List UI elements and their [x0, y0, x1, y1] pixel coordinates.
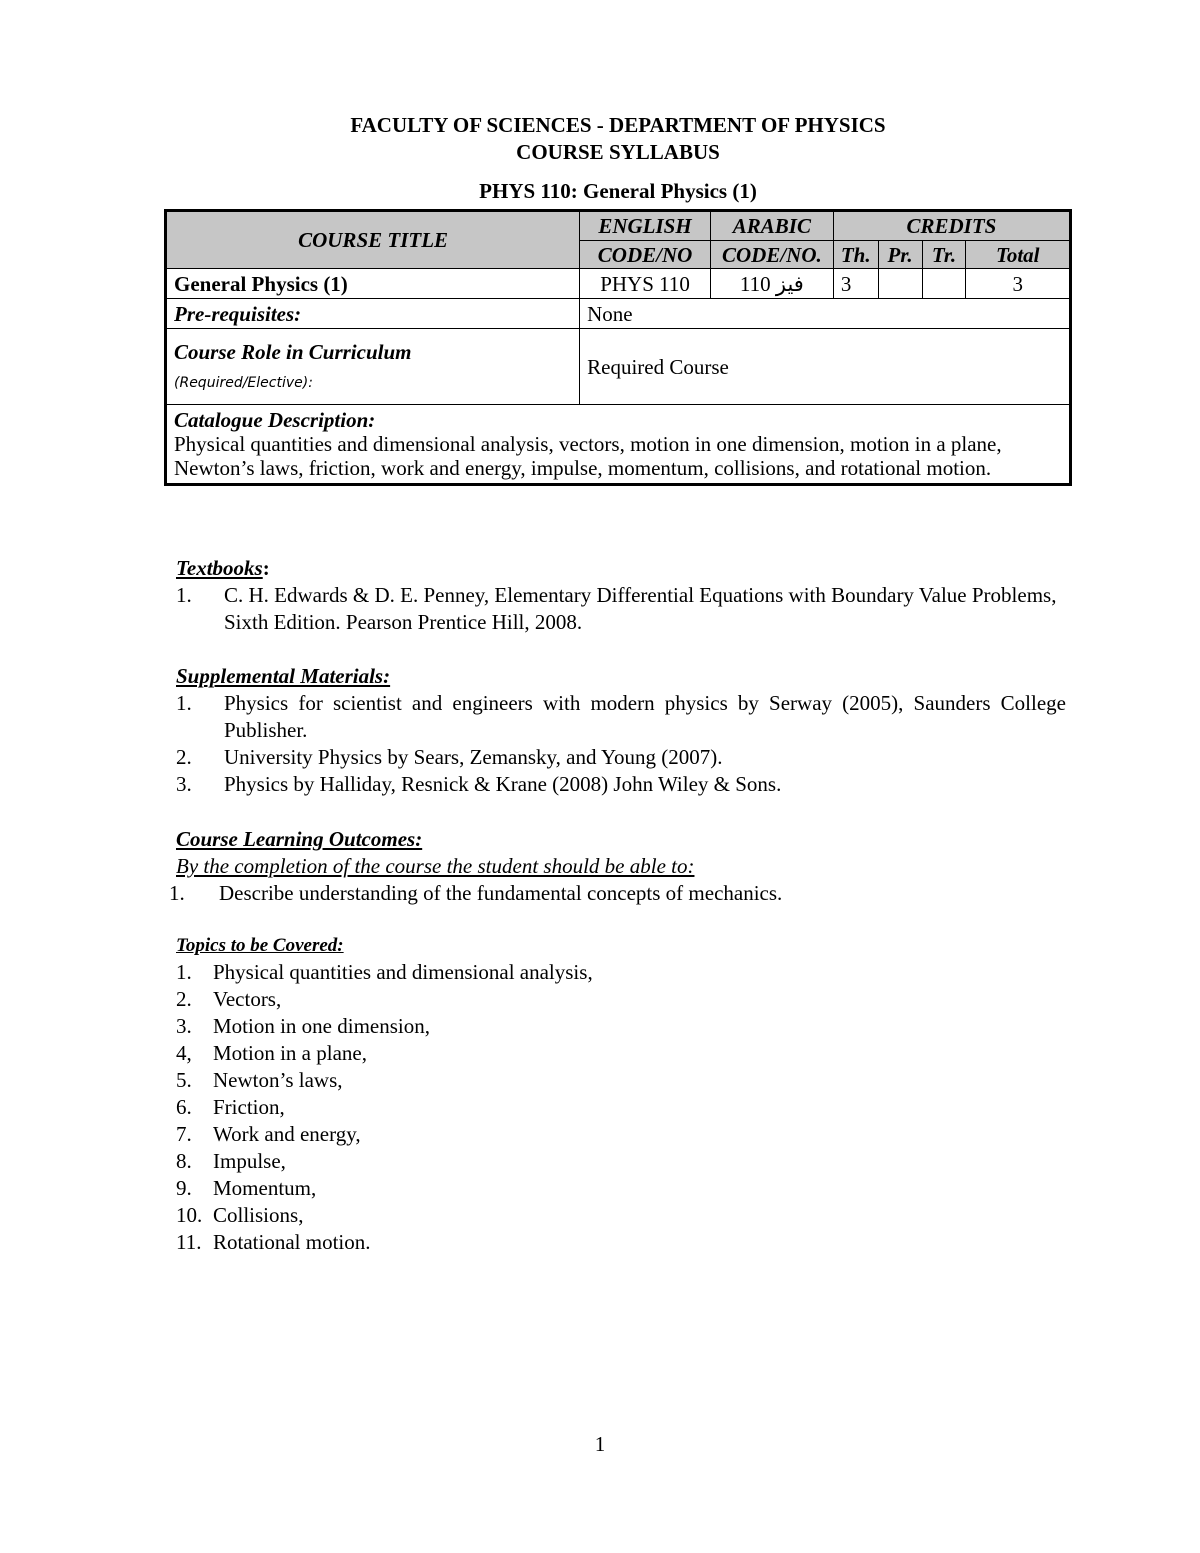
- list-item: [176, 986, 1066, 1013]
- list-text: University Physics by Sears, Zemansky, and Young (2007).: [224, 745, 723, 769]
- list-number: 6.: [176, 1095, 192, 1119]
- arabic-code-header-2: CODE/NO.: [710, 241, 833, 269]
- list-item: [176, 1121, 1066, 1148]
- list-item: [176, 1175, 1066, 1202]
- list-text: Newton’s laws,: [213, 1068, 343, 1092]
- course-heading: PHYS 110: General Physics (1): [479, 179, 757, 203]
- list-item: [176, 959, 1066, 986]
- list-item: [176, 1229, 1066, 1256]
- english-code-header-2: CODE/NO: [580, 241, 711, 269]
- page-number: 1: [594, 1432, 606, 1456]
- course-title-header: COURSE TITLE: [166, 211, 580, 269]
- list-text: Friction,: [213, 1095, 285, 1119]
- list-item: [176, 744, 1066, 771]
- credits-tr-header: Tr.: [922, 241, 966, 269]
- list-text: Physical quantities and dimensional analysis,: [213, 960, 593, 984]
- textbooks-section: [176, 555, 1066, 636]
- list-item: [176, 582, 1066, 636]
- list-text: Work and energy,: [213, 1122, 361, 1146]
- faculty-heading: FACULTY OF SCIENCES - DEPARTMENT OF PHYSICS: [350, 113, 886, 137]
- credits-pr-cell: [878, 269, 922, 299]
- list-item: [176, 1040, 1066, 1067]
- english-code-cell: PHYS 110: [580, 269, 711, 299]
- supplemental-section: [176, 663, 1066, 798]
- list-number: 10.: [176, 1203, 203, 1227]
- prereq-row: [166, 299, 1071, 329]
- list-number: 8.: [176, 1149, 192, 1173]
- topics-list: [176, 959, 1066, 1256]
- list-text: Vectors,: [213, 987, 282, 1011]
- role-label-cell: [166, 329, 580, 405]
- list-text: Physics by Halliday, Resnick & Krane (2008) John Wiley & Sons.: [224, 772, 782, 796]
- list-text: Impulse,: [213, 1149, 286, 1173]
- catalogue-row: [166, 405, 1071, 485]
- credits-total-header: Total: [966, 241, 1071, 269]
- role-sublabel: (Required/Elective):: [174, 374, 313, 391]
- arabic-code-cell: 110 فيز: [710, 269, 833, 299]
- topics-section: [176, 932, 1066, 1256]
- catalogue-cell: [166, 405, 1071, 485]
- list-item: [176, 690, 1066, 744]
- list-text: Momentum,: [213, 1176, 317, 1200]
- supplemental-title: Supplemental Materials:: [176, 664, 391, 688]
- list-number: 4,: [176, 1041, 192, 1065]
- list-number: 11.: [176, 1230, 202, 1254]
- course-info-table: [164, 209, 1072, 486]
- list-text: C. H. Edwards & D. E. Penney, Elementary Differential Equations with Boundary Value Problems, Sixth Edition. Pearson Prentice Hill, 2008.: [224, 583, 1057, 634]
- role-value: Required Course: [580, 329, 1071, 405]
- list-item: [169, 880, 1066, 907]
- catalogue-text: Physical quantities and dimensional analysis, vectors, motion in one dimension, motion in a plane, Newton’s laws, friction, work and energy, impulse, momentum, collisions, and rotational motion.: [174, 432, 1002, 480]
- prereq-label: Pre-requisites:: [166, 299, 580, 329]
- list-item: [176, 1094, 1066, 1121]
- list-number: 3.: [176, 1014, 192, 1038]
- list-item: [176, 1013, 1066, 1040]
- list-text: Physics for scientist and engineers with modern physics by Serway (2005), Saunders College Publisher.: [224, 691, 1066, 742]
- list-text: Motion in one dimension,: [213, 1014, 430, 1038]
- syllabus-heading: COURSE SYLLABUS: [516, 140, 720, 164]
- textbooks-title-line: [176, 555, 1066, 582]
- credits-tr-cell: [922, 269, 966, 299]
- credits-th-cell: 3: [833, 269, 878, 299]
- outcomes-subtitle: By the completion of the course the student should be able to:: [176, 854, 695, 878]
- list-text: Describe understanding of the fundamental concepts of mechanics.: [219, 881, 783, 905]
- course-title-cell: General Physics (1): [166, 269, 580, 299]
- credits-th-header: Th.: [833, 241, 878, 269]
- english-code-header-1: ENGLISH: [580, 211, 711, 241]
- course-row: [166, 269, 1071, 299]
- role-row: [166, 329, 1071, 405]
- list-text: Rotational motion.: [213, 1230, 371, 1254]
- list-item: [176, 1148, 1066, 1175]
- list-item: [176, 1202, 1066, 1229]
- list-item: [176, 771, 1066, 798]
- catalogue-label: Catalogue Description:: [174, 408, 376, 432]
- list-number: 3.: [176, 772, 192, 796]
- role-label: Course Role in Curriculum: [174, 339, 412, 364]
- credits-total-cell: 3: [966, 269, 1071, 299]
- list-number: 1.: [176, 583, 192, 607]
- list-item: [176, 1067, 1066, 1094]
- list-number: 5.: [176, 1068, 192, 1092]
- list-text: Collisions,: [213, 1203, 304, 1227]
- outcomes-title: Course Learning Outcomes:: [176, 827, 423, 851]
- prereq-value: None: [580, 299, 1071, 329]
- table-header-row-1: [166, 211, 1071, 241]
- textbooks-colon: :: [262, 556, 270, 580]
- arabic-code-header-1: ARABIC: [710, 211, 833, 241]
- credits-pr-header: Pr.: [878, 241, 922, 269]
- outcomes-section: [169, 826, 1066, 907]
- list-text: Motion in a plane,: [213, 1041, 367, 1065]
- list-number: 1.: [176, 691, 192, 715]
- textbooks-title: Textbooks: [176, 556, 263, 580]
- list-number: 1.: [169, 881, 185, 905]
- list-number: 1.: [176, 960, 192, 984]
- list-number: 2.: [176, 987, 192, 1011]
- credits-header: CREDITS: [833, 211, 1070, 241]
- topics-title: Topics to be Covered:: [176, 935, 344, 956]
- list-number: 2.: [176, 745, 192, 769]
- list-number: 9.: [176, 1176, 192, 1200]
- list-number: 7.: [176, 1122, 192, 1146]
